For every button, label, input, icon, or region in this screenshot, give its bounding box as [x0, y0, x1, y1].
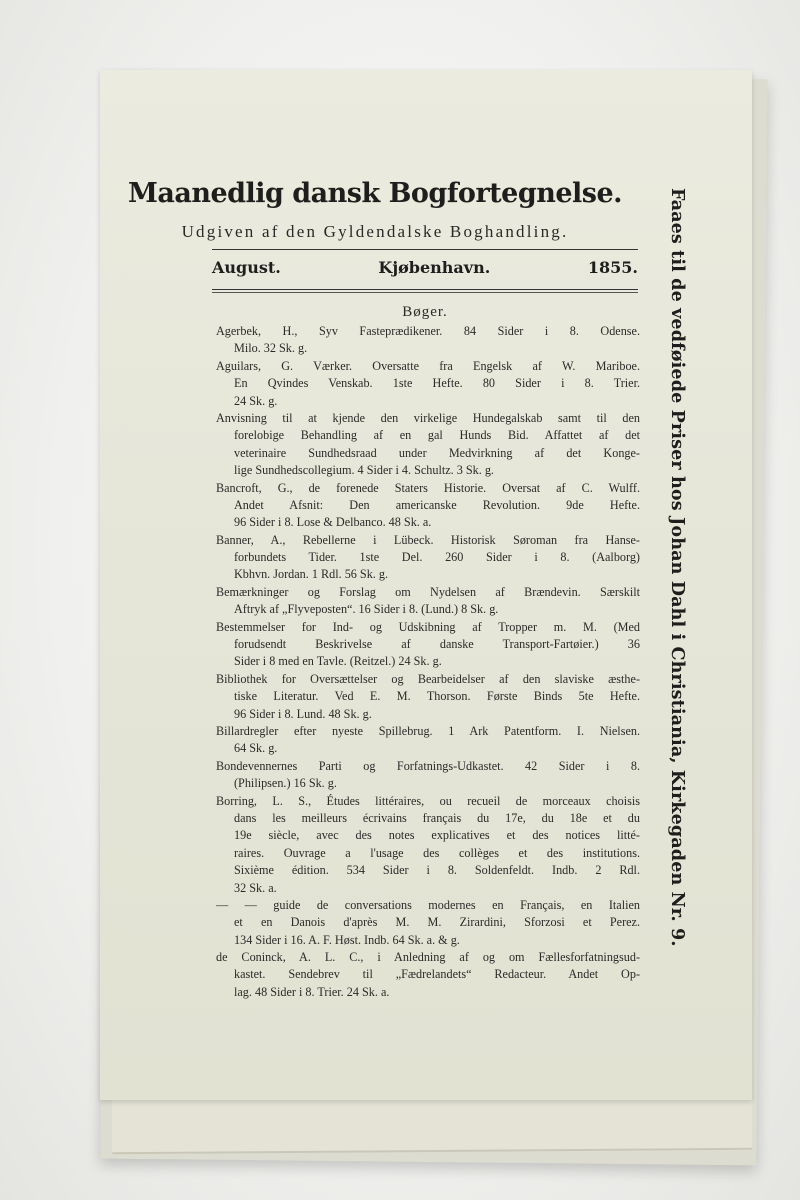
book-entry: [216, 793, 640, 897]
entry-line: Anvisning til at kjende den virkelige Hundegalskab samt til den: [216, 410, 640, 425]
entry-line: Banner, A., Rebellerne i Lübeck. Historisk Søroman fra Hanse-: [216, 532, 640, 547]
entry-line: lag. 48 Sider i 8. Trier. 24 Sk. a.: [234, 984, 390, 999]
section-heading: Bøger.: [402, 304, 448, 320]
book-entry: [216, 532, 640, 584]
sidebar-notice: Faaes til de vedføiede Priser hos Johan Dahl i Christiania, Kirkegaden Nr. 9.: [667, 188, 688, 947]
entry-line: Milo. 32 Sk. g.: [234, 341, 308, 356]
book-entry: [216, 480, 640, 532]
book-entry: [216, 758, 640, 793]
entry-line: Sixième édition. 534 Sider i 8. Soldenfeldt. Indb. 2 Rdl.: [234, 863, 640, 878]
book-entry: [216, 949, 640, 1001]
entry-line: kastet. Sendebrev til „Fædrelandets“ Redacteur. Andet Op-: [234, 967, 640, 982]
entry-line: 96 Sider i 8. Lund. 48 Sk. g.: [234, 706, 372, 721]
entry-line: En Qvindes Venskab. 1ste Hefte. 80 Sider i 8. Trier.: [234, 376, 640, 391]
entry-line: forelobige Behandling af en gal Hunds Bid. Affattet af det: [234, 428, 640, 443]
entry-line: lige Sundhedscollegium. 4 Sider i 4. Schultz. 3 Sk. g.: [234, 463, 494, 478]
document-subtitle: Udgiven af den Gyldendalske Boghandling.: [181, 222, 569, 241]
entry-line: Aftryk af „Flyveposten“. 16 Sider i 8. (Lund.) 8 Sk. g.: [234, 602, 499, 617]
entry-line: 32 Sk. a.: [234, 880, 277, 895]
issue-year: 1855.: [587, 258, 638, 277]
entry-line: Andet Afsnit: Den americanske Revolution. 9de Hefte.: [234, 497, 640, 512]
entry-line: 24 Sk. g.: [234, 393, 278, 408]
entry-line: Billardregler efter nyeste Spillebrug. 1 Ark Patentform. I. Nielsen.: [216, 723, 640, 738]
book-entry: [216, 410, 640, 480]
sidebar-notice-column: [662, 188, 692, 978]
entry-line: — — guide de conversations modernes en Français, en Italien: [216, 897, 640, 912]
entry-line: Sider i 8 med en Tavle. (Reitzel.) 24 Sk. g.: [234, 654, 442, 669]
entry-line: raires. Ouvrage a l'usage des collèges et des institutions.: [234, 845, 640, 860]
entry-line: Agerbek, H., Syv Fasteprædikener. 84 Sider i 8. Odense.: [216, 324, 640, 338]
header-rule-bottom-double: [212, 292, 638, 293]
issue-month: August.: [212, 258, 281, 277]
book-entry: [216, 671, 640, 723]
entry-line: Bibliothek for Oversættelser og Bearbeidelser af den slaviske æsthe-: [216, 671, 640, 686]
entry-line: tiske Literatur. Ved E. M. Thorson. Første Binds 5te Hefte.: [234, 689, 640, 704]
entry-line: 64 Sk. g.: [234, 741, 278, 756]
dateline: [212, 258, 638, 277]
book-entry: [216, 619, 640, 671]
book-entry: [216, 323, 640, 358]
issue-city: Kjøbenhavn.: [378, 258, 491, 277]
entry-line: Kbhvn. Jordan. 1 Rdl. 56 Sk. g.: [234, 567, 389, 582]
entry-line: de Coninck, A. L. C., i Anledning af og om Fællesforfatningsud-: [216, 950, 640, 965]
book-entry: [216, 897, 640, 949]
entry-line: forudsendt Beskrivelse af danske Transport-Fartøier.) 36: [234, 637, 640, 652]
document-title: Maanedlig dansk Bogfortegnelse.: [127, 178, 623, 209]
entry-line: 134 Sider i 16. A. F. Høst. Indb. 64 Sk. a. & g.: [234, 932, 460, 947]
book-entry: [216, 723, 640, 758]
entry-line: Aguilars, G. Værker. Oversatte fra Engelsk af W. Mariboe.: [216, 358, 640, 373]
entry-line: 96 Sider i 8. Lose & Delbanco. 48 Sk. a.: [234, 515, 432, 530]
entry-line: (Philipsen.) 16 Sk. g.: [234, 776, 337, 791]
entry-line: Bestemmelser for Ind- og Udskibning af Tropper m. M. (Med: [216, 619, 640, 634]
entry-line: dans les meilleurs écrivains français du 17e, du 18e et du: [234, 810, 640, 825]
book-entry: [216, 584, 640, 619]
entry-line: Bancroft, G., de forenede Staters Historie. Oversat af C. Wulff.: [216, 480, 640, 495]
header-rule-bottom: [212, 289, 638, 290]
entry-line: Borring, L. S., Études littéraires, ou recueil de morceaux choisis: [216, 793, 640, 808]
book-entries-list: [216, 323, 640, 1001]
entry-line: et en Danois d'après M. M. Zirardini, Sforzosi et Perez.: [234, 915, 640, 930]
entry-line: veterinaire Sundhedsraad under Medvirkning af det Konge-: [234, 445, 640, 460]
book-entry: [216, 358, 640, 410]
header-rule-top: [212, 249, 638, 250]
entry-line: 19e siècle, avec des notes explicatives et des notices litté-: [234, 828, 640, 843]
entry-line: Bemærkninger og Forslag om Nydelsen af Brændevin. Særskilt: [216, 584, 640, 599]
entry-line: forbundets Tider. 1ste Del. 260 Sider i 8. (Aalborg): [234, 550, 640, 565]
entry-line: Bondevennernes Parti og Forfatnings-Udkastet. 42 Sider i 8.: [216, 758, 640, 773]
